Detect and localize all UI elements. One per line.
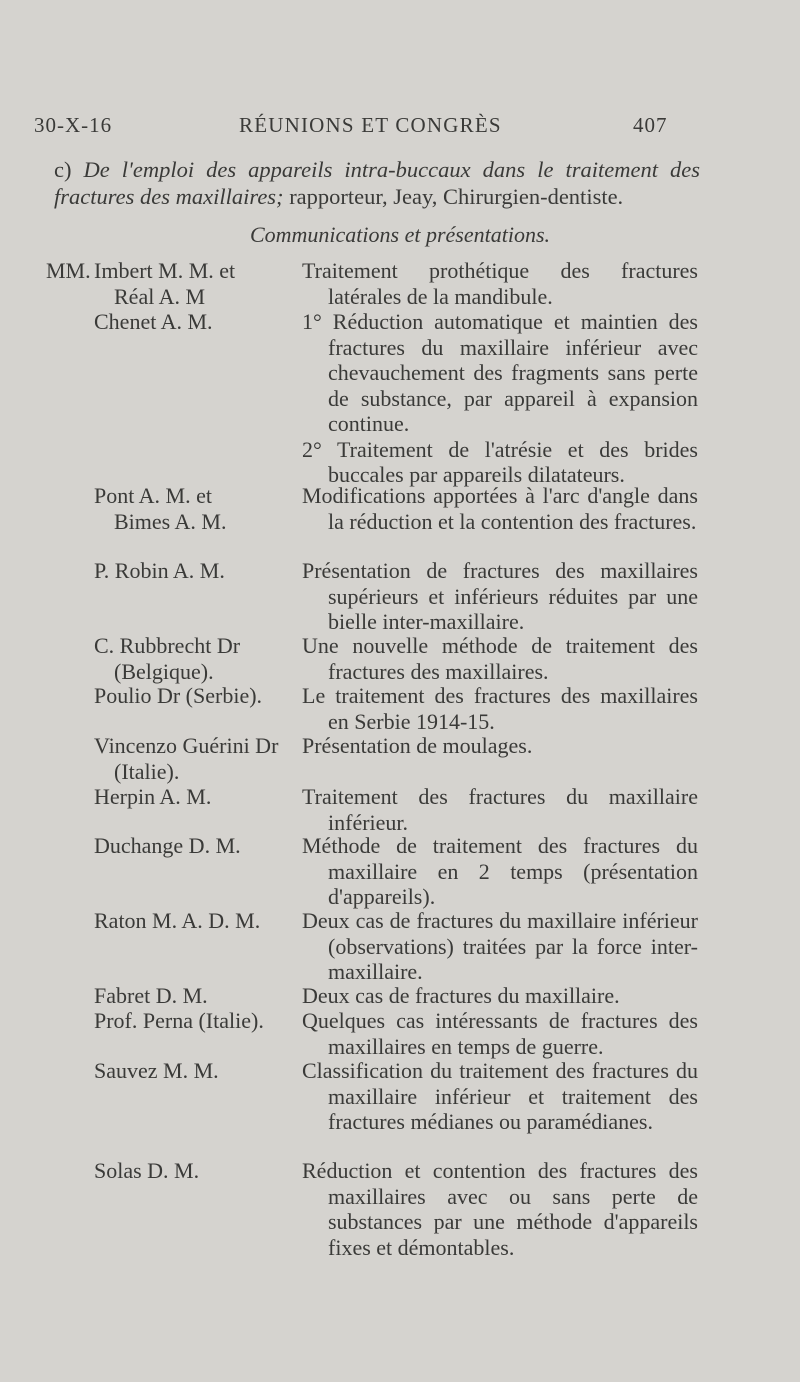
entry-description: [302, 983, 698, 1009]
entry-author: [94, 633, 309, 684]
entry-author: [94, 733, 309, 784]
author-line: (Belgique).: [114, 658, 214, 684]
entry-description: [302, 908, 698, 985]
author-line: Pont A. M. et: [94, 483, 212, 508]
running-header: [0, 113, 800, 145]
entry-description: [302, 733, 698, 759]
entry-description: [302, 784, 698, 835]
author-line: Fabret D. M.: [94, 983, 208, 1008]
entry-author: [94, 983, 309, 1009]
description-paragraph: Classification du traitement des fractures du maxillaire inférieur et traitement des fractures médianes ou paramédianes.: [302, 1058, 698, 1134]
author-line: Chenet A. M.: [94, 309, 213, 334]
author-line: Solas D. M.: [94, 1158, 200, 1183]
entry-author: [94, 309, 309, 335]
mm-label: MM.: [46, 258, 91, 283]
description-paragraph: Une nouvelle méthode de traitement des fractures des maxillaires.: [302, 633, 698, 684]
description-paragraph: 1° Réduction automatique et maintien des fractures du maxillaire inférieur avec chevauchement des fragments sans perte de substance, par appareil à expansion continue.: [302, 309, 698, 436]
author-line: Réal A. M: [114, 283, 206, 309]
description-paragraph: Quelques cas intéressants de fractures des maxillaires en temps de guerre.: [302, 1008, 698, 1059]
entry-description: [302, 633, 698, 684]
author-line: (Italie).: [114, 758, 180, 784]
entry-author: [94, 1008, 309, 1034]
author-line: Sauvez M. M.: [94, 1058, 219, 1083]
entry-description: [302, 683, 698, 734]
author-line: C. Rubbrecht Dr: [94, 633, 241, 658]
description-paragraph: Traitement prothétique des fractures latérales de la mandibule.: [302, 258, 698, 309]
description-paragraph: 2° Traitement de l'atrésie et des brides buccales par appareils dilatateurs.: [302, 436, 698, 487]
entry-description: [302, 558, 698, 635]
description-paragraph: Présentation de fractures des maxillaires supérieurs et inférieurs réduites par une bielle inter-maxillaire.: [302, 558, 698, 634]
entry-author: [94, 1058, 309, 1084]
description-paragraph: Modifications apportées à l'arc d'angle dans la réduction et la contention des fractures.: [302, 483, 698, 534]
entry-description: [302, 833, 698, 910]
entry-description: [302, 258, 698, 309]
entry-description: [302, 309, 698, 488]
section-title: De l'emploi des appareils intra-buccaux dans le traitement des fractures des maxillaires;: [54, 157, 700, 209]
entry-author: [94, 558, 309, 584]
author-line: Bimes A. M.: [114, 508, 227, 534]
entry-description: [302, 1058, 698, 1135]
header-date: 30-X-16: [34, 113, 113, 137]
entry-description: [302, 483, 698, 534]
entry-author: [94, 833, 309, 859]
description-paragraph: Deux cas de fractures du maxillaire.: [302, 983, 620, 1008]
author-line: Prof. Perna (Italie).: [94, 1008, 264, 1033]
author-line: P. Robin A. M.: [94, 558, 225, 583]
entry-author: [94, 908, 309, 934]
author-line: Poulio Dr (Serbie).: [94, 683, 263, 708]
section-rapporteur: rapporteur, Jeay, Chirurgien-dentiste.: [283, 184, 624, 209]
section-c-title: [54, 156, 700, 210]
author-line: Vincenzo Guérini Dr: [94, 733, 279, 758]
entry-author: [94, 483, 309, 534]
header-title: RÉUNIONS ET CONGRÈS: [239, 113, 502, 137]
author-line: Duchange D. M.: [94, 833, 241, 858]
page-number: 407: [633, 113, 668, 137]
author-line: Herpin A. M.: [94, 784, 212, 809]
entry-description: [302, 1158, 698, 1260]
description-paragraph: Réduction et contention des fractures des maxillaires avec ou sans perte de substances par une méthode d'appareils fixes et démontables.: [302, 1158, 698, 1260]
description-paragraph: Méthode de traitement des fractures du maxillaire en 2 temps (présentation d'appareils).: [302, 833, 698, 909]
author-line: Raton M. A. D. M.: [94, 908, 261, 933]
description-paragraph: Le traitement des fractures des maxillaires en Serbie 1914-15.: [302, 683, 698, 734]
entry-author: [94, 683, 309, 709]
description-paragraph: Deux cas de fractures du maxillaire inférieur (observations) traitées par la force inter-maxillaire.: [302, 908, 698, 984]
entry-description: [302, 1008, 698, 1059]
author-line: Imbert M. M. et: [94, 258, 236, 283]
description-paragraph: Traitement des fractures du maxillaire inférieur.: [302, 784, 698, 835]
section-marker: c): [54, 157, 72, 182]
entry-author: [94, 784, 309, 810]
entry-author: [46, 258, 309, 309]
description-paragraph: Présentation de moulages.: [302, 733, 533, 758]
entry-author: [94, 1158, 309, 1184]
subheading: Communications et présentations.: [249, 222, 551, 247]
